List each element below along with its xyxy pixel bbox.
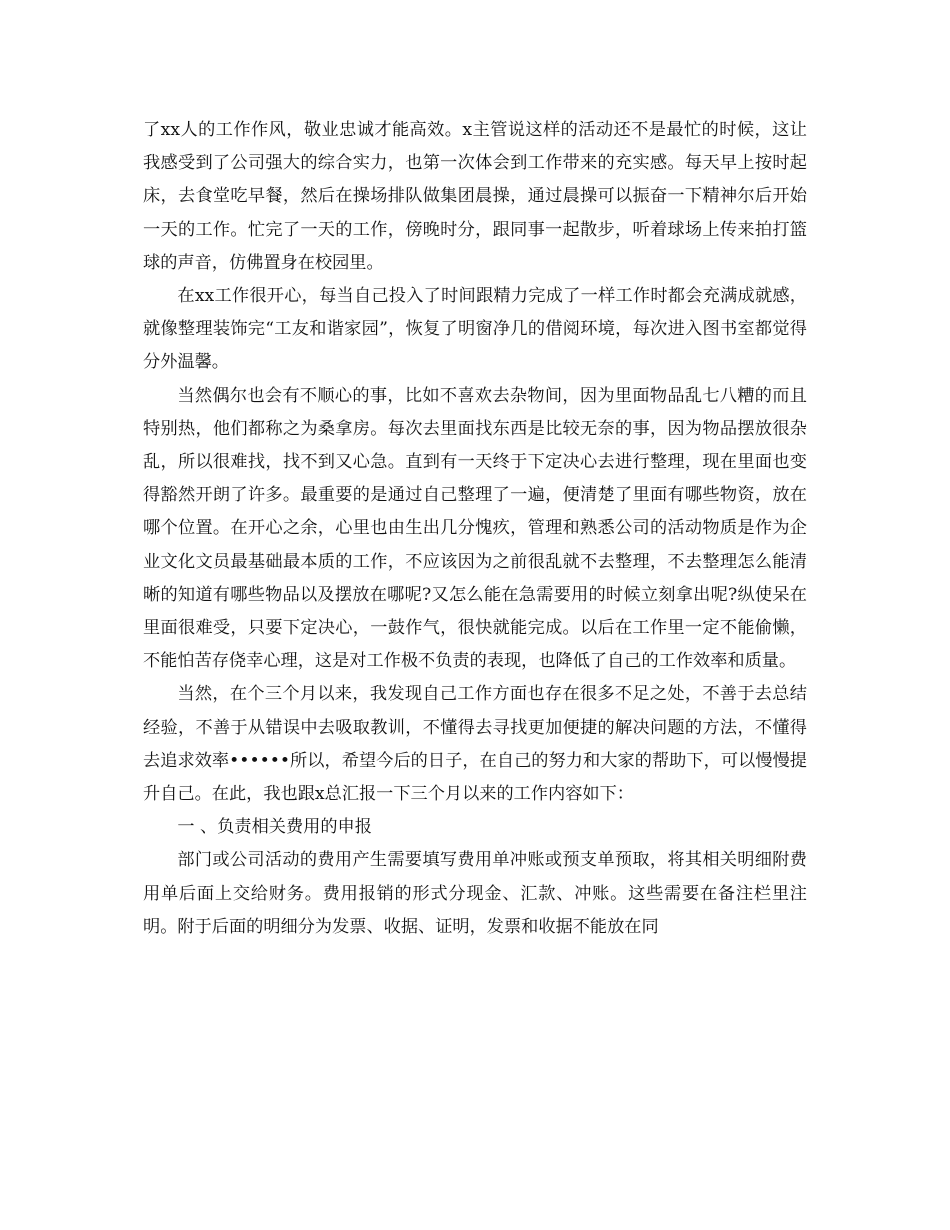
paragraph-continuation: 了xx人的工作作风，敬业忠诚才能高效。x主管说这样的活动还不是最忙的时候，这让我感受到了公司强大的综合实力，也第一次体会到工作带来的充实感。每天早上按时起床，去食堂吃早餐，然后在操场排队做集团晨操，通过晨操可以振奋一下精神尔后开始一天的工作。忙完了一天的工作，傍晚时分，跟同事一起散步，听着球场上传来拍打篮球的声音，仿佛置身在校园里。: [143, 120, 807, 273]
paragraph-shortcomings: 当然，在个三个月以来，我发现自己工作方面也存在很多不足之处，不善于去总结经验，不善于从错误中去吸取教训，不懂得去寻找更加便捷的解决问题的方法，不懂得去追求效率••••••所以，希望今后的日子，在自己的努力和大家的帮助下，可以慢慢提升自己。在此，我也跟x总汇报一下三个月以来的工作内容如下：: [143, 684, 807, 805]
paragraph-work-happiness: 在xx工作很开心，每当自己投入了时间跟精力完成了一样工作时都会充满成就感，就像整理装饰完“工友和谐家园”，恢复了明窗净几的借阅环境，每次进入图书室都觉得分外温馨。: [143, 286, 807, 373]
paragraph-storage-room: 当然偶尔也会有不顺心的事，比如不喜欢去杂物间，因为里面物品乱七八糟的而且特别热，他们都称之为桑拿房。每次去里面找东西是比较无奈的事，因为物品摆放很杂乱，所以很难找，找不到又心急。直到有一天终于下定决心去进行整理，现在里面也变得豁然开朗了许多。最重要的是通过自己整理了一遍，便清楚了里面有哪些物资，放在哪个位置。在开心之余，心里也由生出几分愧疚，管理和熟悉公司的活动物质是作为企业文化文员最基础最本质的工作，不应该因为之前很乱就不去整理，不去整理怎么能清晰的知道有哪些物品以及摆放在哪呢?又怎么能在急需要用的时候立刻拿出呢?纵使呆在里面很难受，只要下定决心，一鼓作气，很快就能完成。以后在工作里一定不能偷懒，不能怕苦存侥幸心理，这是对工作极不负责的表现，也降低了自己的工作效率和质量。: [143, 385, 807, 672]
section-heading-expense-reporting: 一 、负责相关费用的申报: [177, 817, 372, 838]
paragraph-expense-details: 部门或公司活动的费用产生需要填写费用单冲账或预支单预取，将其相关明细附费用单后面上交给财务。费用报销的形式分现金、汇款、冲账。这些需要在备注栏里注明。附于后面的明细分为发票、收据、证明，发票和收据不能放在同: [143, 850, 807, 937]
